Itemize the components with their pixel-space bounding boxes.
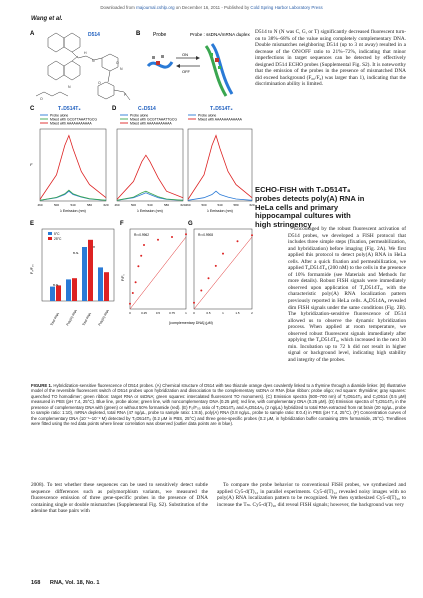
data-point <box>193 302 195 304</box>
x-tick-label: 580 <box>233 203 239 207</box>
publisher-link[interactable]: Cold Spring Harbor Laboratory Press <box>250 5 323 10</box>
bar <box>66 279 71 301</box>
svg-text:N: N <box>68 85 71 89</box>
svg-text:N: N <box>120 67 123 71</box>
chart-d-legend <box>120 113 177 125</box>
bar <box>104 272 109 301</box>
chart-f-r2: R²=0.9962 <box>134 233 149 237</box>
chart-ds-legend <box>188 113 243 121</box>
x-tick-label: 2 <box>251 311 253 315</box>
svg-text:O: O <box>116 61 119 65</box>
chart-d <box>114 129 185 213</box>
x-tick-label: 1 <box>185 311 187 315</box>
x-tick-label: 540 <box>147 203 153 207</box>
download-prefix: Downloaded from <box>100 5 135 10</box>
data-point <box>143 244 145 246</box>
chart-g <box>193 229 253 315</box>
right-column-middle <box>288 226 406 363</box>
panel-a-label: A <box>30 31 35 37</box>
x-tick-label: 460 <box>114 203 120 207</box>
data-point <box>132 292 134 294</box>
right-column-bottom <box>217 482 406 508</box>
probe-label: Probe <box>153 32 167 38</box>
chart-f <box>121 229 187 315</box>
switch-arrows <box>176 52 200 74</box>
download-suffix: on December 16, 2011 - Published by <box>175 5 250 10</box>
chart-ds <box>185 129 254 213</box>
x-tick-label: 500 <box>53 203 60 207</box>
x-tick-label: 0.75 <box>169 311 175 315</box>
series-line-1 <box>188 136 252 200</box>
x-tick-label: 0 <box>193 311 195 315</box>
bar <box>50 287 55 301</box>
section-heading: ECHO-FISH with T₀D514T₈ probes detects poly(A) RNA in HeLa cells and primary hippocampal cultures with high stringency <box>255 185 365 230</box>
duplex-illustration <box>206 44 232 96</box>
data-point <box>251 234 253 236</box>
data-point <box>129 303 131 305</box>
x-tick-label: 580 <box>163 203 170 207</box>
left-bottom-paragraph: 2008). To test whether these sequences can be used to sensitively detect subtle sequence differences such as polymorphism variants, we measured the fluorescence emission of three gene-specific probes in the presence of DNA containing single or double mismatches (Supplemental Fig. S2). Substitution of the adenine that base pairs with <box>31 482 208 515</box>
svg-text:O: O <box>98 81 101 85</box>
x-tick-label: 1 <box>222 311 224 315</box>
svg-text:P: P <box>124 93 127 97</box>
right-mid-paragraph: Encouraged by the robust fluorescent activation of D514 probes, we developed a FISH protocol that includes three simple steps (fixation, permeabilization, and hybridization) before imaging (Fig. 2A). We first applied this protocol to detect poly(A) RNA in HeLa cells. After a quick fixation and permeabilization, we applied T₀D514T₈ (200 nM) to the cells in the presence of 10% formamide (see Materials and Methods for more details). Robust FISH signals were immediately observed upon application of T₀D514T₈, with the characteristic poly(A) RNA localization pattern previously reported in HeLa cells. A₀D514A₈ revealed dim FISH signals under the same conditions (Fig. 2B). The hybridization-sensitive fluorescence of D514 allowed us to observe the dynamic hybridization process. When applied at room temperature, we observed robust fluorescent signals immediately after applying the T₀D514T₈, which increased in the next 30 min. Incubation up to 72 h did not result in higher signal or background level, indicating high stability and integrity of the probes. <box>288 226 406 363</box>
figure-legend-title: FIGURE 1. <box>31 383 53 388</box>
page-footer <box>31 580 108 586</box>
running-head <box>31 16 63 22</box>
x-tick-label: 460 <box>185 203 191 207</box>
download-line <box>0 5 423 10</box>
left-column-bottom <box>31 482 208 515</box>
data-point <box>140 255 142 257</box>
data-point <box>137 265 139 267</box>
legend-ds-1: Mixed with AAAAAAAAAAAA <box>198 117 242 122</box>
x-tick-label: 0.5 <box>155 311 161 315</box>
panel-c-label: C <box>30 106 35 112</box>
download-link[interactable]: rnajournal.cshlp.org <box>135 5 175 10</box>
off-label: OFF <box>182 69 190 74</box>
bar <box>98 267 103 301</box>
panel-d-label: D <box>112 106 117 112</box>
legend-c-0: Probe alone <box>50 113 69 118</box>
e-cat-0: Total RNA <box>49 312 61 327</box>
chart-fg-xlabel: [complementary DNA] (μM) <box>169 321 213 325</box>
chart-d-xlabel: λ Emission (nm) <box>137 209 163 213</box>
data-point <box>208 277 210 279</box>
trendline <box>194 237 252 309</box>
figure-legend <box>31 383 406 427</box>
chart-f-ylabel: F/F₀ <box>121 274 125 281</box>
x-tick-label: 0 <box>129 311 131 315</box>
data-point <box>200 290 202 292</box>
right-top-paragraph: D514 to N (N was C, G, or T) significantly decreased fluorescent turn-on to 38%–68% of the value using completely complementary DNA. Double mismatches neighboring D514 (up to 3 nt away) resulted in a decrease of the ON/OFF ratio to 21%–72%, indicating that minor imperfections in target sequences can be detected by effectively designed D514 ECHO probes (Supplemental Fig. S2). It is noteworthy that the emission of the probes in the presence of mismatched DNA did exceed background (F₀₀/F₀) was larger than 1), indicating that the discrimination ability is limited. <box>255 29 406 88</box>
chart-ds-xlabel: λ Emission (nm) <box>207 209 233 213</box>
data-point <box>185 233 187 235</box>
x-tick-label: 0.25 <box>141 311 147 315</box>
series-line-2 <box>40 136 106 200</box>
e-cat-3: Poly(A) RNA <box>97 308 110 327</box>
data-point <box>215 265 217 267</box>
x-tick-label: 580 <box>86 203 93 207</box>
chart-e-categories <box>49 308 110 326</box>
page-number: 168 <box>31 580 41 586</box>
right-column-top <box>255 29 406 88</box>
data-point <box>171 236 173 238</box>
chart-e-legend <box>48 232 62 241</box>
x-tick-label: 1.5 <box>235 311 240 315</box>
panel-b-label: B <box>136 31 141 37</box>
legend-c-1: Mixed with GCGTTAAATTGCG <box>50 117 97 122</box>
chart-e-ylabel: F₀/F₀₀ <box>30 264 34 274</box>
bar <box>56 285 61 301</box>
chart-g-r2: R²=0.9908 <box>198 233 213 237</box>
x-tick-label: 500 <box>130 203 137 207</box>
panel-e-label: E <box>30 221 35 227</box>
chart-c-ylabel: F <box>30 162 33 167</box>
bar <box>72 278 77 301</box>
chart-ds-title: T₀D514T₈ <box>210 106 233 112</box>
data-point <box>222 253 224 255</box>
panel-g-label: G <box>188 221 193 227</box>
chemical-structure <box>36 33 130 100</box>
x-tick-label: 620 <box>249 203 255 207</box>
e-ns-2: n.s. <box>52 282 60 287</box>
legend-d-0: Probe alone <box>130 113 149 118</box>
figure-legend-text: Hybridization-sensitive fluorescence of D514 probes. (A) Chemical structure of D514 with two thiazole orange dyes covalently linked to a thymine through a diamide linker. (B) Illustrative model of the reversible fluorescent switch of D514 probes upon hybridization and dissociation to the complementary ssDNA or RNA (blue ribbon: probe oligo; red square: thymidine; gray squares: quenched TO homodimer; green ribbon: target RNA or ssDNA; green squares: intercalated fluorescent TO monomers). (C) Emission spectra (500–700 nm) of T₀D514T₈ and C₂D514 (0.5 μM) measured in PBS (pH 7.4, 25°C). Blue line, probe alone; green line, with noncomplementary DNA (0.25 μM); red line, with complementary DNA (0.25 μM). (D) Emission spectra of T₀D514T₈ in the presence of complementary DNA with (green) or without 50% formamide (red). (E) F₀/F₀₀ ratio of T₀D514T₈ and A₀D514A₈ (2 ng/μL) hybridized to total RNA extracted from rat brain (20 ng/μL, probe to sample ratio: 1:10), mRNA depleted, total RNA (47 ng/μL, probe to sample ratio: 1:8.5), poly(A) RNA (0.8 ng/μL, probe to sample ratio: 8:0.4) in PBS (pH 7.4, 25°C). (F) Concentration curves of the complementary DNA (10⁻¹–10⁻² M) detected by T₀D514T₈ (0.2 μM in PBS, 25°C) and three gene-specific probes (0.2 μM, in hybridization buffer containing 25% formamide, 25°C). Trendlines were fitted using the red data points where linear correlation was observed (outlier data points are in blue). <box>31 383 406 427</box>
x-tick-label: 540 <box>217 203 223 207</box>
data-point <box>237 240 239 242</box>
data-point <box>135 281 137 283</box>
svg-text:H: H <box>84 51 87 55</box>
chart-c <box>30 129 109 213</box>
chart-c-xlabel: λ Emission (nm) <box>60 209 86 213</box>
svg-text:O: O <box>40 97 43 101</box>
chart-e <box>30 229 114 327</box>
chart-c-title: T₀D514T₈ <box>58 106 81 112</box>
legend-e-1: 25°C <box>54 237 62 241</box>
e-star: * <box>93 246 95 252</box>
x-tick-label: 620 <box>103 203 109 207</box>
chart-d-title: C₂D514 <box>138 106 156 112</box>
svg-text:N: N <box>92 59 95 63</box>
panel-f-label: F <box>120 221 124 227</box>
right-bottom-paragraph: To compare the probe behavior to conventional FISH probes, we synthesized and applied Cy5-d(T)₁₂ in parallel experiments. Cy5-d(T)₁₂ revealed noisy images with no poly(A) RNA localization pattern to be recognized. We then synthesized Cy5-d(T)₂₀ to increase the Tₘ. Cy5-d(T)₂₀ did reveal FISH signals; however, the background was very <box>217 482 406 508</box>
trendline <box>130 237 186 309</box>
e-ns-1: n.s. <box>72 250 80 255</box>
chart-c-legend <box>40 113 97 125</box>
x-tick-label: 0.5 <box>206 311 211 315</box>
e-cat-2: Total RNA <box>81 312 93 327</box>
x-tick-label: 460 <box>37 203 43 207</box>
running-head-text: Wang et al. <box>31 16 63 22</box>
d514-label: D514 <box>88 32 100 38</box>
legend-e-0: 5°C <box>54 232 60 236</box>
series-line-0 <box>188 191 252 200</box>
series-line-1 <box>40 190 106 200</box>
journal-citation: RNA, Vol. 18, No. 1 <box>49 580 100 586</box>
legend-d-2: Mixed with AAAAAAAAAAA <box>130 121 172 126</box>
duplex-label: Probe : ssDNA/mRNA duplex <box>190 32 250 37</box>
probe-illustration <box>148 55 172 67</box>
x-tick-label: 620 <box>180 203 186 207</box>
legend-ds-0: Probe alone <box>198 113 217 118</box>
bar <box>82 247 87 301</box>
data-point <box>157 239 159 241</box>
legend-d-1: Mixed with GCGTTAAATTGCG <box>130 117 177 122</box>
x-tick-label: 500 <box>201 203 207 207</box>
figure-1 <box>28 26 256 378</box>
e-cat-1: Poly(A) RNA <box>65 308 78 327</box>
legend-c-2: Mixed with AAAAAAAAAAA <box>50 121 92 126</box>
x-tick-label: 540 <box>70 203 76 207</box>
on-label: ON <box>182 52 188 57</box>
